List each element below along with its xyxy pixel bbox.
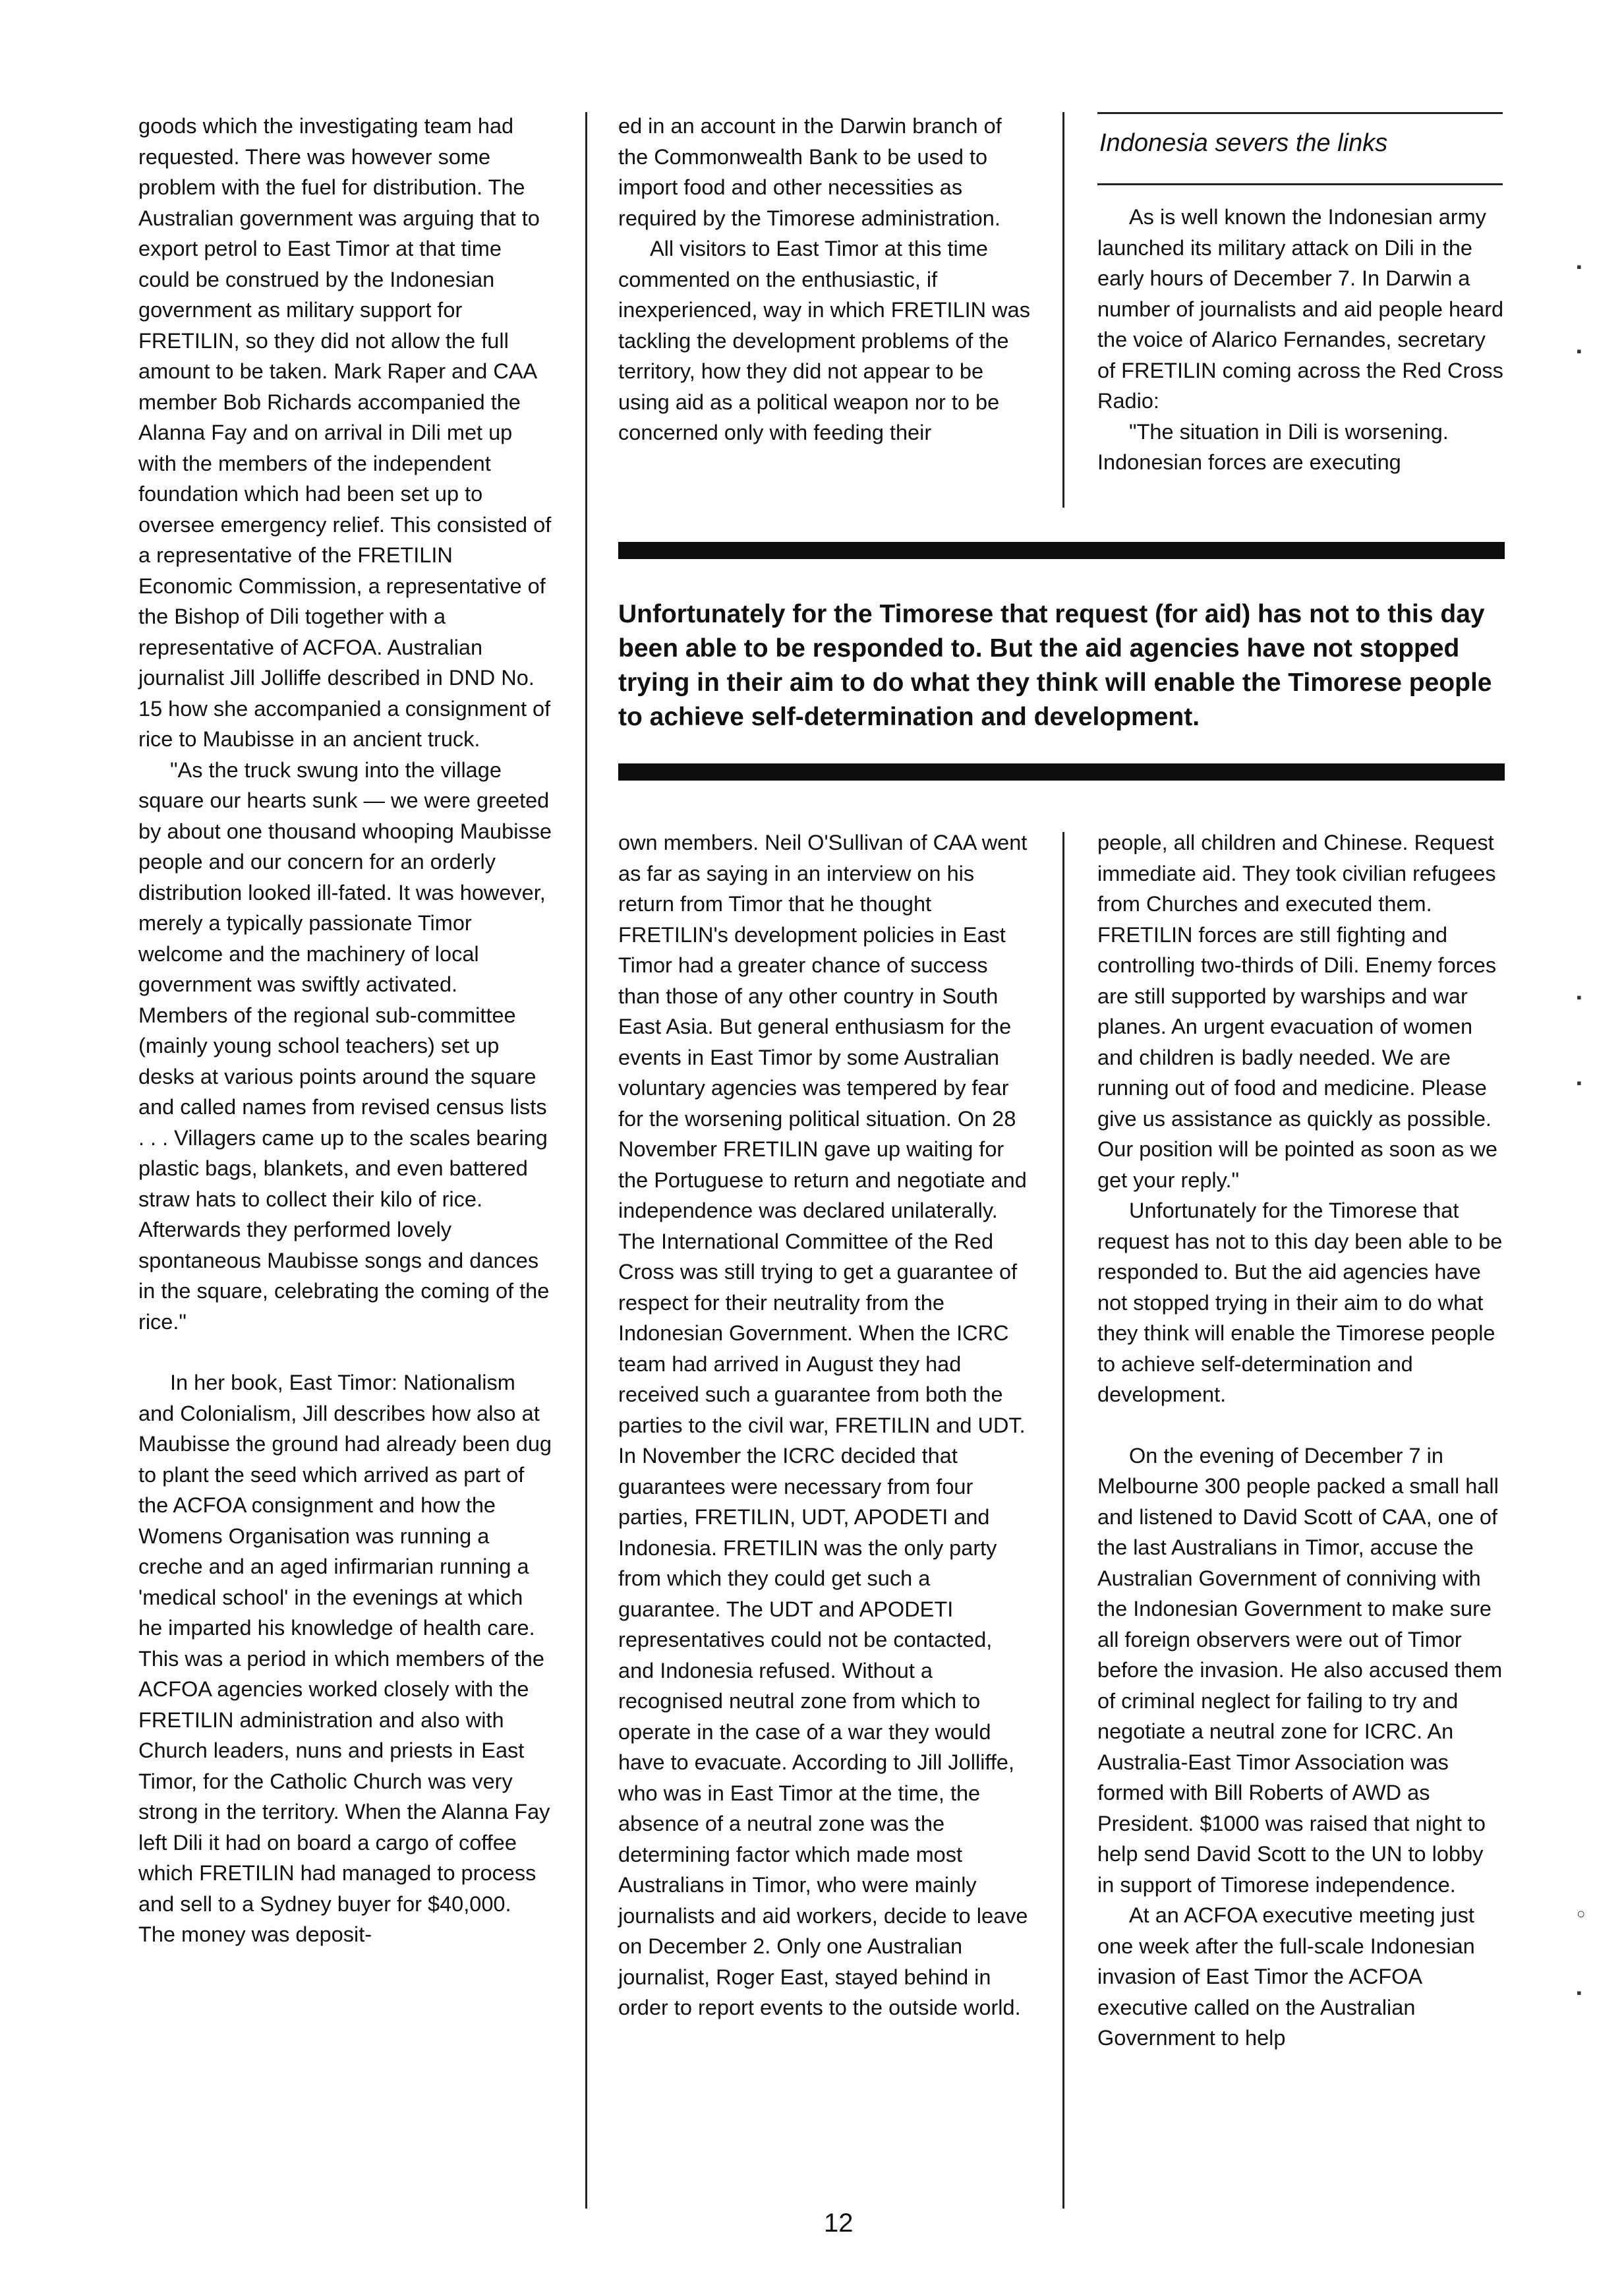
col1-paragraph-3: In her book, East Timor: Nationalism and Colonialism, Jill describes how also at Maubisse the ground had already been dug to plant the seed which arrived as part of the ACFOA consignment and how the Womens Organisation was running a creche and an aged infirmarian running a 'medical school' in the evenings at which he imparted his knowledge of health care. This was a period in which members of the ACFOA agencies worked closely with the FRETILIN administration and also with Church leaders, nuns and priests in East Timor, for the Catholic Church was very strong in the territory. When the Alanna Fay left Dili it had on board a cargo of coffee which FRETILIN had managed to process and sell to a Sydney buyer for $40,000. The money was deposit-: [138, 1371, 552, 1946]
col3-bottom-paragraph-1: people, all children and Chinese. Request immediate aid. They took civilian refugees from Churches and executed them. FRETILIN forces are still fighting and controlling two-thirds of Dili. Enemy forces are still supported by warships and war planes. An urgent evacuation of women and children is badly needed. We are running out of food and medicine. Please give us assistance as quickly as possible. Our position will be pointed as soon as we get your reply.": [1097, 831, 1498, 1192]
scan-mark: ○: [1577, 1905, 1586, 1922]
scan-mark: ▪: [1577, 1984, 1582, 2001]
page-number: 12: [824, 2209, 854, 2238]
col3-bottom-paragraph-4: At an ACFOA executive meeting just one week after the full-scale Indonesian invasion of East Timor the ACFOA executive called on the Australian Government to help: [1097, 1903, 1475, 2050]
pull-quote-bar-top: [618, 542, 1505, 559]
article-column-3-bottom: [1097, 827, 1505, 2054]
col2-bottom-paragraph-1: own members. Neil O'Sullivan of CAA went as far as saying in an interview on his return from Timor that he thought FRETILIN's development policies in East Timor had a greater chance of success than those of any other country in South East Asia. But general enthusiasm for the events in East Timor by some Australian voluntary agencies was tempered by fear for the worsening political situation. On 28 November FRETILIN gave up waiting for the Portuguese to return and negotiate and independence was declared unilaterally. The International Committee of the Red Cross was still trying to get a guarantee of respect for their neutrality from the Indonesian Government. When the ICRC team had arrived in August they had received such a guarantee from both the parties to the civil war, FRETILIN and UDT. In November the ICRC decided that guarantees were necessary from four parties, FRETILIN, UDT, APODETI and Indonesia. FRETILIN was the only party from which they could get such a guarantee. The UDT and APODETI representatives could not be contacted, and Indonesia refused. Without a recognised neutral zone from which to operate in the case of a war they would have to evacuate. According to Jill Jolliffe, who was in East Timor at the time, the absence of a neutral zone was the determining factor which made most Australians in Timor, who were mainly journalists and aid workers, decide to leave on December 2. Only one Australian journalist, Roger East, stayed behind in order to report events to the outside world.: [618, 831, 1028, 2019]
scan-mark: ▪: [1577, 343, 1582, 359]
article-column-2-top: [618, 111, 1032, 448]
pull-quote-bar-bottom: [618, 763, 1505, 781]
scan-mark: ▪: [1577, 989, 1582, 1005]
col3-top-paragraph-2: "The situation in Dili is worsening. Indonesian forces are executing: [1097, 419, 1449, 474]
column-divider-1: [585, 112, 587, 2209]
article-column-3-top: [1097, 202, 1505, 478]
sidebar-heading: Indonesia severs the links: [1099, 129, 1388, 157]
article-column-2-bottom: [618, 827, 1032, 2023]
col2-top-paragraph-2: All visitors to East Timor at this time commented on the enthusiastic, if inexperienced, way in which FRETILIN was tackling the development problems of the territory, how they did not appear to be using aid as a political weapon nor to be concerned only with feeding their: [618, 237, 1030, 444]
col3-bottom-paragraph-2: Unfortunately for the Timorese that request has not to this day been able to be responded to. But the aid agencies have not stopped trying in their aim to do what they think will enable the Timorese people to achieve self-determination and development.: [1097, 1199, 1503, 1406]
article-column-1: [138, 111, 552, 1950]
col2-top-paragraph-1: ed in an account in the Darwin branch of the Commonwealth Bank to be used to import food and other necessities as required by the Timorese administration.: [618, 114, 1002, 230]
sidebar-rule-bottom: [1097, 183, 1503, 185]
sidebar-rule-top: [1097, 112, 1503, 114]
pull-quote-text: Unfortunately for the Timorese that request (for aid) has not to this day been able to be responded to. But the aid agencies have not stopped trying in their aim to do what they think will enable the Timorese people to achieve self-determination and development.: [618, 600, 1492, 731]
column-divider-2-bottom: [1062, 832, 1064, 2209]
column-divider-2-top: [1062, 112, 1064, 508]
scan-mark: ▪: [1577, 258, 1582, 275]
col1-paragraph-2: "As the truck swung into the village square our hearts sunk — we were greeted by about one thousand whooping Maubisse people and our concern for an orderly distribution looked ill-fated. It was however, merely a typically passionate Timor welcome and the machinery of local government was swiftly activated. Members of the regional sub-committee (mainly young school teachers) set up desks at various points around the square and called names from revised census lists . . . Villagers came up to the scales bearing plastic bags, blankets, and even battered straw hats to collect their kilo of rice. Afterwards they performed lovely spontaneous Maubisse songs and dances in the square, celebrating the coming of the rice.": [138, 758, 552, 1334]
col3-bottom-paragraph-3: On the evening of December 7 in Melbourne 300 people packed a small hall and listened to David Scott of CAA, one of the last Australians in Timor, accuse the Australian Government of conniving with the Indonesian Government to make sure all foreign observers were out of Timor before the invasion. He also accused them of criminal neglect for failing to try and negotiate a neutral zone for ICRC. An Australia-East Timor Association was formed with Bill Roberts of AWD as President. $1000 was raised that night to help send David Scott to the UN to lobby in support of Timorese independence.: [1097, 1443, 1503, 1897]
pull-quote: [618, 597, 1501, 734]
col1-paragraph-1: goods which the investigating team had requested. There was however some problem with the fuel for distribution. The Australian government was arguing that to export petrol to East Timor at that time could be construed by the Indonesian government as military support for FRETILIN, so they did not allow the full amount to be taken. Mark Raper and CAA member Bob Richards accompanied the Alanna Fay and on arrival in Dili met up with the members of the independent foundation which had been set up to oversee emergency relief. This consisted of a representative of the FRETILIN Economic Commission, a representative of the Bishop of Dili together with a representative of ACFOA. Australian journalist Jill Jolliffe described in DND No. 15 how she accompanied a consignment of rice to Maubisse in an ancient truck.: [138, 114, 552, 751]
scan-mark: ▪: [1577, 1075, 1582, 1091]
col3-top-paragraph-1: As is well known the Indonesian army launched its military attack on Dili in the early hours of December 7. In Darwin a number of journalists and aid people heard the voice of Alarico Fernandes, secretary of FRETILIN coming across the Red Cross Radio:: [1097, 205, 1504, 413]
